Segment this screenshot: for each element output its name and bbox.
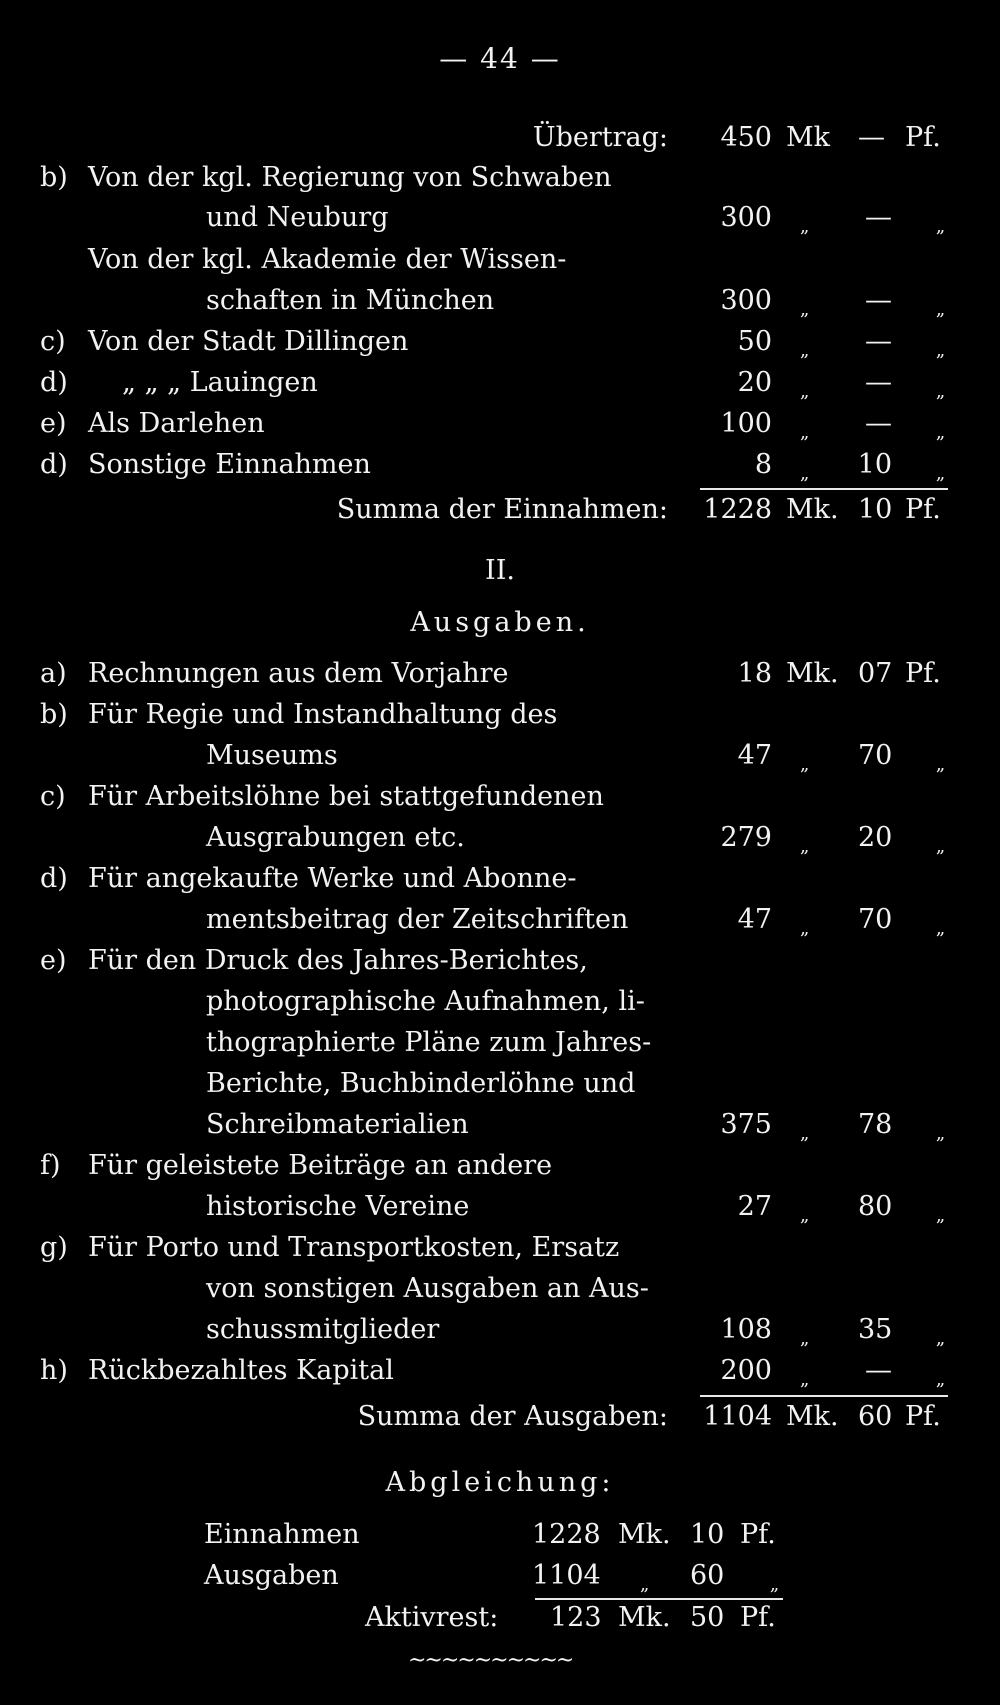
- expense-row: [0, 1351, 1000, 1391]
- income-row: [0, 158, 1000, 198]
- row-mk: 20: [737, 367, 772, 398]
- ditto-mark: „: [935, 754, 946, 775]
- row-mk: 300: [720, 202, 772, 233]
- ditto-mark: „: [800, 340, 810, 361]
- balance-heading: Abgleichung:: [385, 1467, 615, 1498]
- row-mk: 200: [720, 1355, 772, 1386]
- ditto-mark: „: [800, 381, 810, 402]
- balance-income-pf: 10: [690, 1519, 725, 1550]
- row-pf: —: [865, 285, 892, 316]
- row-text: von sonstigen Ausgaben an Aus-: [206, 1273, 649, 1304]
- income-sum-mk-unit: Mk.: [786, 494, 839, 525]
- balance-rest-pf-unit: Pf.: [740, 1602, 776, 1633]
- ditto-mark: „: [935, 1123, 946, 1144]
- row-pf: 10: [857, 449, 892, 480]
- expense-row-cont: [0, 982, 1000, 1022]
- row-letter: d): [40, 367, 68, 398]
- ditto-mark: „: [800, 754, 810, 775]
- expense-row-cont: [0, 1187, 1000, 1227]
- row-text: photographische Aufnahmen, li-: [206, 986, 645, 1017]
- expense-row: [0, 695, 1000, 735]
- expense-row: [0, 777, 1000, 817]
- ditto-mark: „: [800, 1205, 810, 1226]
- balance-rest-mk-unit: Mk.: [618, 1602, 671, 1633]
- ditto-mark: „: [800, 216, 810, 237]
- ditto-mark: „: [935, 1369, 946, 1390]
- balance-income-mk-unit: Mk.: [618, 1519, 671, 1550]
- ditto-mark: „: [640, 1574, 650, 1595]
- row-letter: a): [40, 658, 67, 689]
- row-pf-unit: Pf.: [905, 658, 941, 689]
- expense-sum-mk-unit: Mk.: [786, 1401, 839, 1432]
- row-letter: b): [40, 162, 68, 193]
- balance-expense-pf: 60: [690, 1560, 725, 1591]
- row-text: historische Vereine: [206, 1191, 470, 1222]
- row-letter: c): [40, 781, 66, 812]
- ditto-mark: „: [935, 299, 946, 320]
- balance-expense-row: [0, 1556, 1000, 1596]
- ditto-mark: „: [935, 216, 946, 237]
- row-letter: d): [40, 449, 68, 480]
- row-mk: 108: [720, 1314, 772, 1345]
- income-sum-pf: 10: [858, 494, 893, 525]
- row-letter: c): [40, 326, 66, 357]
- row-text: schaften in München: [206, 285, 495, 316]
- expense-sum-mk: 1104: [703, 1401, 772, 1432]
- row-text: Berichte, Buchbinderlöhne und: [206, 1068, 636, 1099]
- row-letter: f): [40, 1150, 61, 1181]
- ditto-mark: „: [800, 918, 810, 939]
- balance-rest-pf: 50: [690, 1602, 725, 1633]
- income-row: [0, 363, 1000, 403]
- carry-over-mk: 450: [720, 122, 772, 153]
- row-text: Für angekaufte Werke und Abonne-: [88, 863, 577, 894]
- row-pf: —: [865, 408, 892, 439]
- carry-over-pf: —: [858, 122, 885, 153]
- row-text: schussmitglieder: [206, 1314, 440, 1345]
- page-number: — 44 —: [439, 42, 561, 75]
- expense-sum-pf-unit: Pf.: [905, 1401, 941, 1432]
- row-text: Sonstige Einnahmen: [88, 449, 371, 480]
- expense-row-cont: [0, 1105, 1000, 1145]
- balance-rest-row: [0, 1598, 1000, 1638]
- row-mk: 100: [720, 408, 772, 439]
- row-mk: 47: [737, 740, 772, 771]
- row-text: Ausgrabungen etc.: [206, 822, 465, 853]
- expense-row-cont: [0, 1064, 1000, 1104]
- row-pf: 78: [858, 1109, 893, 1140]
- row-pf: 20: [858, 822, 893, 853]
- ditto-mark: „: [800, 1328, 810, 1349]
- row-letter: b): [40, 699, 68, 730]
- ditto-mark: „: [800, 836, 810, 857]
- balance-income-mk: 1228: [532, 1519, 601, 1550]
- row-text: Für den Druck des Jahres-Berichtes,: [88, 945, 588, 976]
- ditto-mark: „: [800, 1123, 810, 1144]
- row-text: Schreibmaterialien: [206, 1109, 469, 1140]
- expense-row-cont: [0, 818, 1000, 858]
- ditto-mark: „: [935, 422, 946, 443]
- expense-sum-pf: 60: [858, 1401, 893, 1432]
- income-row-cont: [0, 198, 1000, 238]
- ditto-mark: „: [935, 836, 946, 857]
- row-text: Rechnungen aus dem Vorjahre: [88, 658, 509, 689]
- row-mk: 300: [720, 285, 772, 316]
- income-row-cont: [0, 281, 1000, 321]
- row-text: und Neuburg: [206, 202, 389, 233]
- ditto-mark: „: [769, 1574, 780, 1595]
- row-pf: —: [865, 367, 892, 398]
- carry-over-row: [0, 118, 1000, 158]
- expense-row: [0, 859, 1000, 899]
- balance-income-label: Einnahmen: [204, 1519, 360, 1550]
- row-text: thographierte Pläne zum Jahres-: [206, 1027, 652, 1058]
- row-mk: 375: [720, 1109, 772, 1140]
- expense-row-cont: [0, 736, 1000, 776]
- row-text: Für Regie und Instandhaltung des: [88, 699, 558, 730]
- expense-sum-row: [0, 1397, 1000, 1437]
- row-text: Für geleistete Beiträge an andere: [88, 1150, 553, 1181]
- row-mk: 47: [737, 904, 772, 935]
- balance-rest-label: Aktivrest:: [365, 1602, 499, 1633]
- balance-expense-label: Ausgaben: [204, 1560, 339, 1591]
- ditto-mark: „: [935, 463, 946, 484]
- carry-over-pf-unit: Pf.: [905, 122, 941, 153]
- row-text: „ „ „ Lauingen: [122, 367, 318, 398]
- row-text: mentsbeitrag der Zeitschriften: [206, 904, 629, 935]
- ditto-mark: „: [800, 299, 810, 320]
- income-sum-row: [0, 490, 1000, 530]
- row-pf: 07: [858, 658, 893, 689]
- row-text: Von der kgl. Akademie der Wissen-: [88, 244, 567, 275]
- carry-over-label: Übertrag:: [532, 122, 668, 153]
- ornament-line: ~~~~~~~~~~: [408, 1648, 573, 1673]
- row-pf: 35: [858, 1314, 893, 1345]
- row-pf: 70: [858, 904, 893, 935]
- expense-row: [0, 941, 1000, 981]
- row-mk: 50: [737, 326, 772, 357]
- section-number: II.: [485, 555, 515, 586]
- row-text: Museums: [206, 740, 338, 771]
- carry-over-mk-unit: Mk: [786, 122, 831, 153]
- row-text: Von der Stadt Dillingen: [88, 326, 409, 357]
- row-pf: 70: [858, 740, 893, 771]
- income-row: [0, 445, 1000, 485]
- row-pf: —: [865, 202, 892, 233]
- income-row: [0, 404, 1000, 444]
- section-heading: Ausgaben.: [410, 607, 590, 638]
- income-sum-label: Summa der Einnahmen:: [336, 494, 668, 525]
- expense-sum-label: Summa der Ausgaben:: [357, 1401, 668, 1432]
- row-mk: 18: [737, 658, 772, 689]
- expense-row-cont: [0, 900, 1000, 940]
- expense-row: [0, 654, 1000, 694]
- income-row: [0, 240, 1000, 280]
- row-letter: h): [40, 1355, 68, 1386]
- row-pf: —: [865, 326, 892, 357]
- expense-row-cont: [0, 1023, 1000, 1063]
- expense-row-cont: [0, 1310, 1000, 1350]
- income-sum-mk: 1228: [703, 494, 772, 525]
- ditto-mark: „: [935, 1328, 946, 1349]
- row-letter: e): [40, 408, 67, 439]
- row-pf: 80: [858, 1191, 893, 1222]
- expense-row: [0, 1146, 1000, 1186]
- row-mk-unit: Mk.: [786, 658, 839, 689]
- row-mk: 8: [754, 449, 772, 480]
- row-text: Rückbezahltes Kapital: [88, 1355, 394, 1386]
- ditto-mark: „: [935, 918, 946, 939]
- balance-income-row: [0, 1515, 1000, 1555]
- balance-expense-mk: 1104: [532, 1560, 601, 1591]
- ditto-mark: „: [800, 1369, 810, 1390]
- ditto-mark: „: [935, 340, 946, 361]
- ditto-mark: „: [800, 422, 810, 443]
- expense-row: [0, 1228, 1000, 1268]
- row-mk: 279: [720, 822, 772, 853]
- ditto-mark: „: [935, 381, 946, 402]
- row-text: Für Porto und Transportkosten, Ersatz: [88, 1232, 620, 1263]
- income-row: [0, 322, 1000, 362]
- balance-rest-mk: 123: [550, 1602, 602, 1633]
- row-letter: e): [40, 945, 67, 976]
- row-letter: d): [40, 863, 68, 894]
- row-mk: 27: [737, 1191, 772, 1222]
- row-text: Von der kgl. Regierung von Schwaben: [88, 162, 612, 193]
- row-letter: g): [40, 1232, 68, 1263]
- ditto-mark: „: [935, 1205, 946, 1226]
- ditto-mark: „: [800, 463, 810, 484]
- expense-row-cont: [0, 1269, 1000, 1309]
- row-text: Für Arbeitslöhne bei stattgefundenen: [88, 781, 604, 812]
- balance-income-pf-unit: Pf.: [740, 1519, 776, 1550]
- row-pf: —: [865, 1355, 892, 1386]
- row-text: Als Darlehen: [88, 408, 265, 439]
- income-sum-pf-unit: Pf.: [905, 494, 941, 525]
